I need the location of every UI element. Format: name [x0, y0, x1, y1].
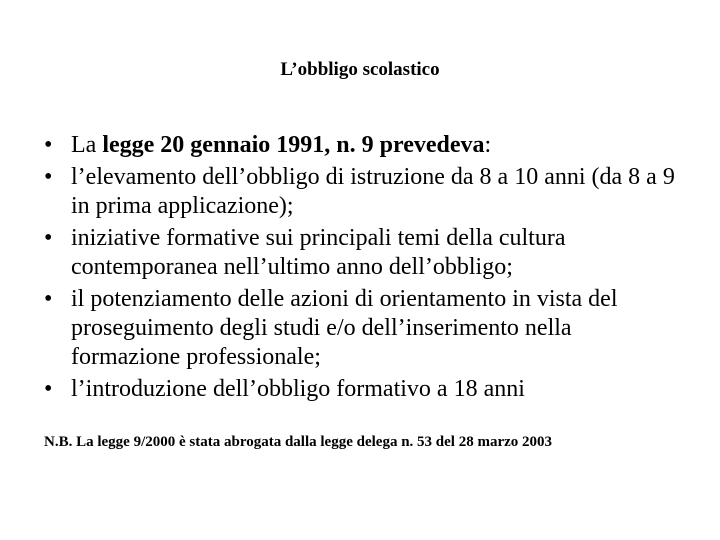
bullet-dot-icon: • [44, 132, 53, 158]
bullet-dot-icon: • [44, 164, 53, 190]
bullet-dot-icon: • [44, 225, 53, 251]
bullet-list [44, 131, 684, 407]
bullet-text-suffix: : [484, 132, 492, 158]
bullet-dot-icon: • [44, 286, 53, 312]
bullet-text: il potenziamento delle azioni di orientamento in vista del proseguimento degli studi e/o dell’inserimento nella formazione professionale; [71, 286, 618, 370]
slide-title: L’obbligo scolastico [280, 59, 440, 80]
bullet-item-orientation [44, 285, 684, 372]
bullet-text-prefix: La [71, 132, 103, 158]
bullet-item-obligation-extension [44, 163, 684, 221]
bullet-text: l’introduzione dell’obbligo formativo a 18 anni [71, 376, 525, 402]
bullet-item-training-obligation [44, 375, 684, 404]
bullet-dot-icon: • [44, 376, 53, 402]
bullet-item-training-initiatives [44, 224, 684, 282]
footnote: N.B. La legge 9/2000 è stata abrogata dalla legge delega n. 53 del 28 marzo 2003 [44, 434, 553, 450]
law-reference: legge 20 gennaio 1991, n. 9 prevedeva [102, 132, 485, 158]
bullet-text: iniziative formative sui principali temi della cultura contemporanea nell’ultimo anno dell’obbligo; [71, 225, 566, 280]
bullet-text: l’elevamento dell’obbligo di istruzione da 8 a 10 anni (da 8 a 9 in prima applicazione); [71, 164, 675, 219]
bullet-item-law [44, 131, 684, 160]
